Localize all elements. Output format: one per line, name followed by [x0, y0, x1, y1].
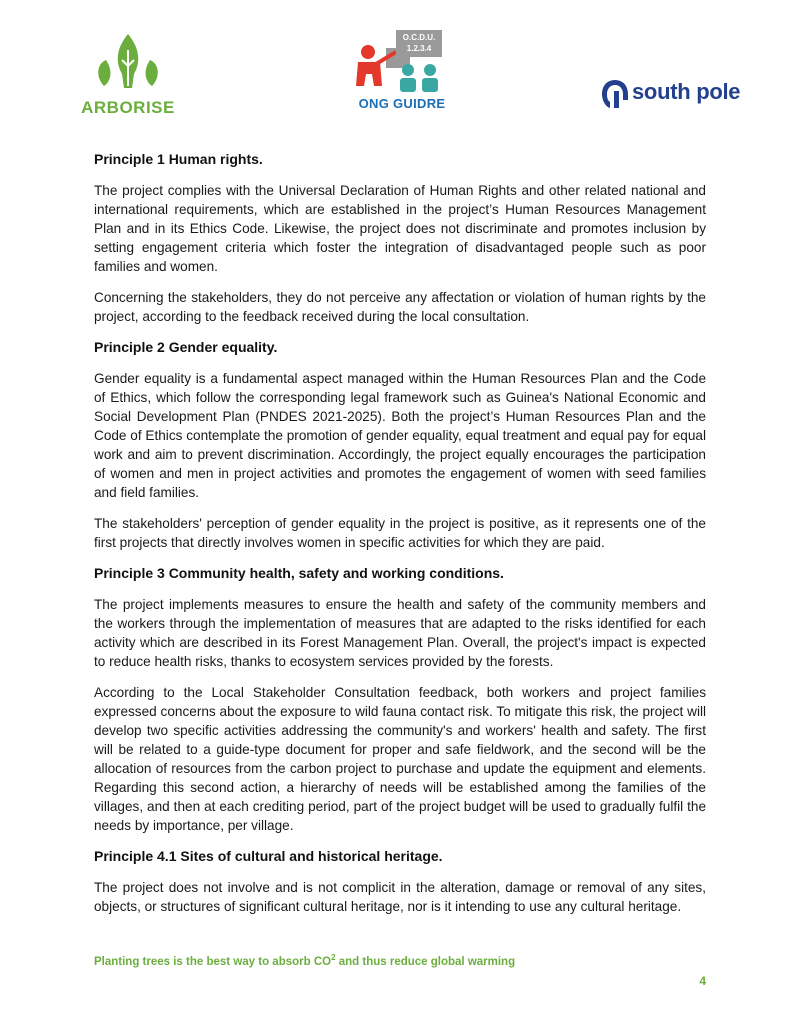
- section-heading: Principle 4.1 Sites of cultural and historical heritage.: [94, 848, 443, 864]
- page-header: [0, 0, 800, 130]
- arborise-wordmark: ARBORISE: [81, 98, 175, 117]
- ocdu-badge: O.C.D.U. 1.2.3.4: [396, 30, 442, 57]
- south-pole-wordmark: south pole: [632, 79, 741, 104]
- section-principle-3: [94, 564, 706, 835]
- arborise-leaf-icon: [78, 30, 178, 98]
- paragraph: The project does not involve and is not complicit in the alteration, damage or removal of any sites, objects, or structures of significant cultural heritage, nor is it intending to use any cultural heritage.: [94, 880, 706, 914]
- paragraph: The project complies with the Universal Declaration of Human Rights and other related national and international requirements, which are established in the project’s Human Resources Management Plan and in its Ethics Code. Likewise, the project does not discriminate and promotes inclusion by setting engagement criteria which foster the integration of disadvantaged people such as poor families and women.: [94, 183, 706, 274]
- section-principle-2: [94, 338, 706, 552]
- footer-slogan: Planting trees is the best way to absorb $CO^2$ and thus reduce global warming: [94, 953, 516, 968]
- section-principle-1: [94, 150, 706, 326]
- section-principle-4-1: [94, 847, 706, 916]
- arborise-logo: [78, 30, 178, 118]
- paragraph: Gender equality is a fundamental aspect managed within the Human Resources Plan and the Code of Ethics, which follow the corresponding legal framework such as Guinea's National Economic and Social Development Plan (PNDES 2021-2025). Both the project’s Human Resources Plan and the Code of Ethics contemplate the promotion of gender equality, equal treatment and equal pay for equal work and aim to prevent discrimination. Accordingly, the project equally encourages the participation of women and men in project activities and promotes the engagement of women with seed families and field families.: [94, 371, 706, 500]
- paragraph: The stakeholders' perception of gender equality in the project is positive, as it represents one of the first projects that directly involves women in specific activities for which they are paid.: [94, 516, 706, 550]
- section-heading: Principle 1 Human rights.: [94, 151, 263, 167]
- south-pole-logo: [600, 78, 741, 112]
- document-body: [94, 150, 706, 928]
- page-number: 4: [699, 974, 706, 988]
- paragraph: According to the Local Stakeholder Consultation feedback, both workers and project families expressed concerns about the exposure to wild fauna contact risk. To mitigate this risk, the project will develop two specific activities addressing the community's and workers' health and safety. The first will be related to a guide-type document for proper and safe fieldwork, and the second will be the allocation of resources from the carbon project to purchase and update the equipment and elements. Regarding this second action, a hierarchy of needs will be established among the families of the villages, and then at each crediting period, part of the project budget will be used to gradually fulfil the needs by importance, per village.: [94, 685, 706, 833]
- south-pole-hook-icon: [600, 78, 630, 110]
- section-heading: Principle 2 Gender equality.: [94, 339, 278, 355]
- ong-guidre-logo: [352, 30, 448, 114]
- ong-guidre-wordmark: ONG GUIDRE: [358, 96, 446, 111]
- section-heading: Principle 3 Community health, safety and working conditions.: [94, 565, 504, 581]
- paragraph: Concerning the stakeholders, they do not perceive any affectation or violation of human rights by the project, according to the feedback received during the local consultation.: [94, 290, 706, 324]
- paragraph: The project implements measures to ensure the health and safety of the community members and the workers through the implementation of measures that are adapted to the risks identified for each activity which are described in its Forest Management Plan. Overall, the project's impact is expected to reduce health risks, thanks to ecosystem services provided by the forests.: [94, 597, 706, 669]
